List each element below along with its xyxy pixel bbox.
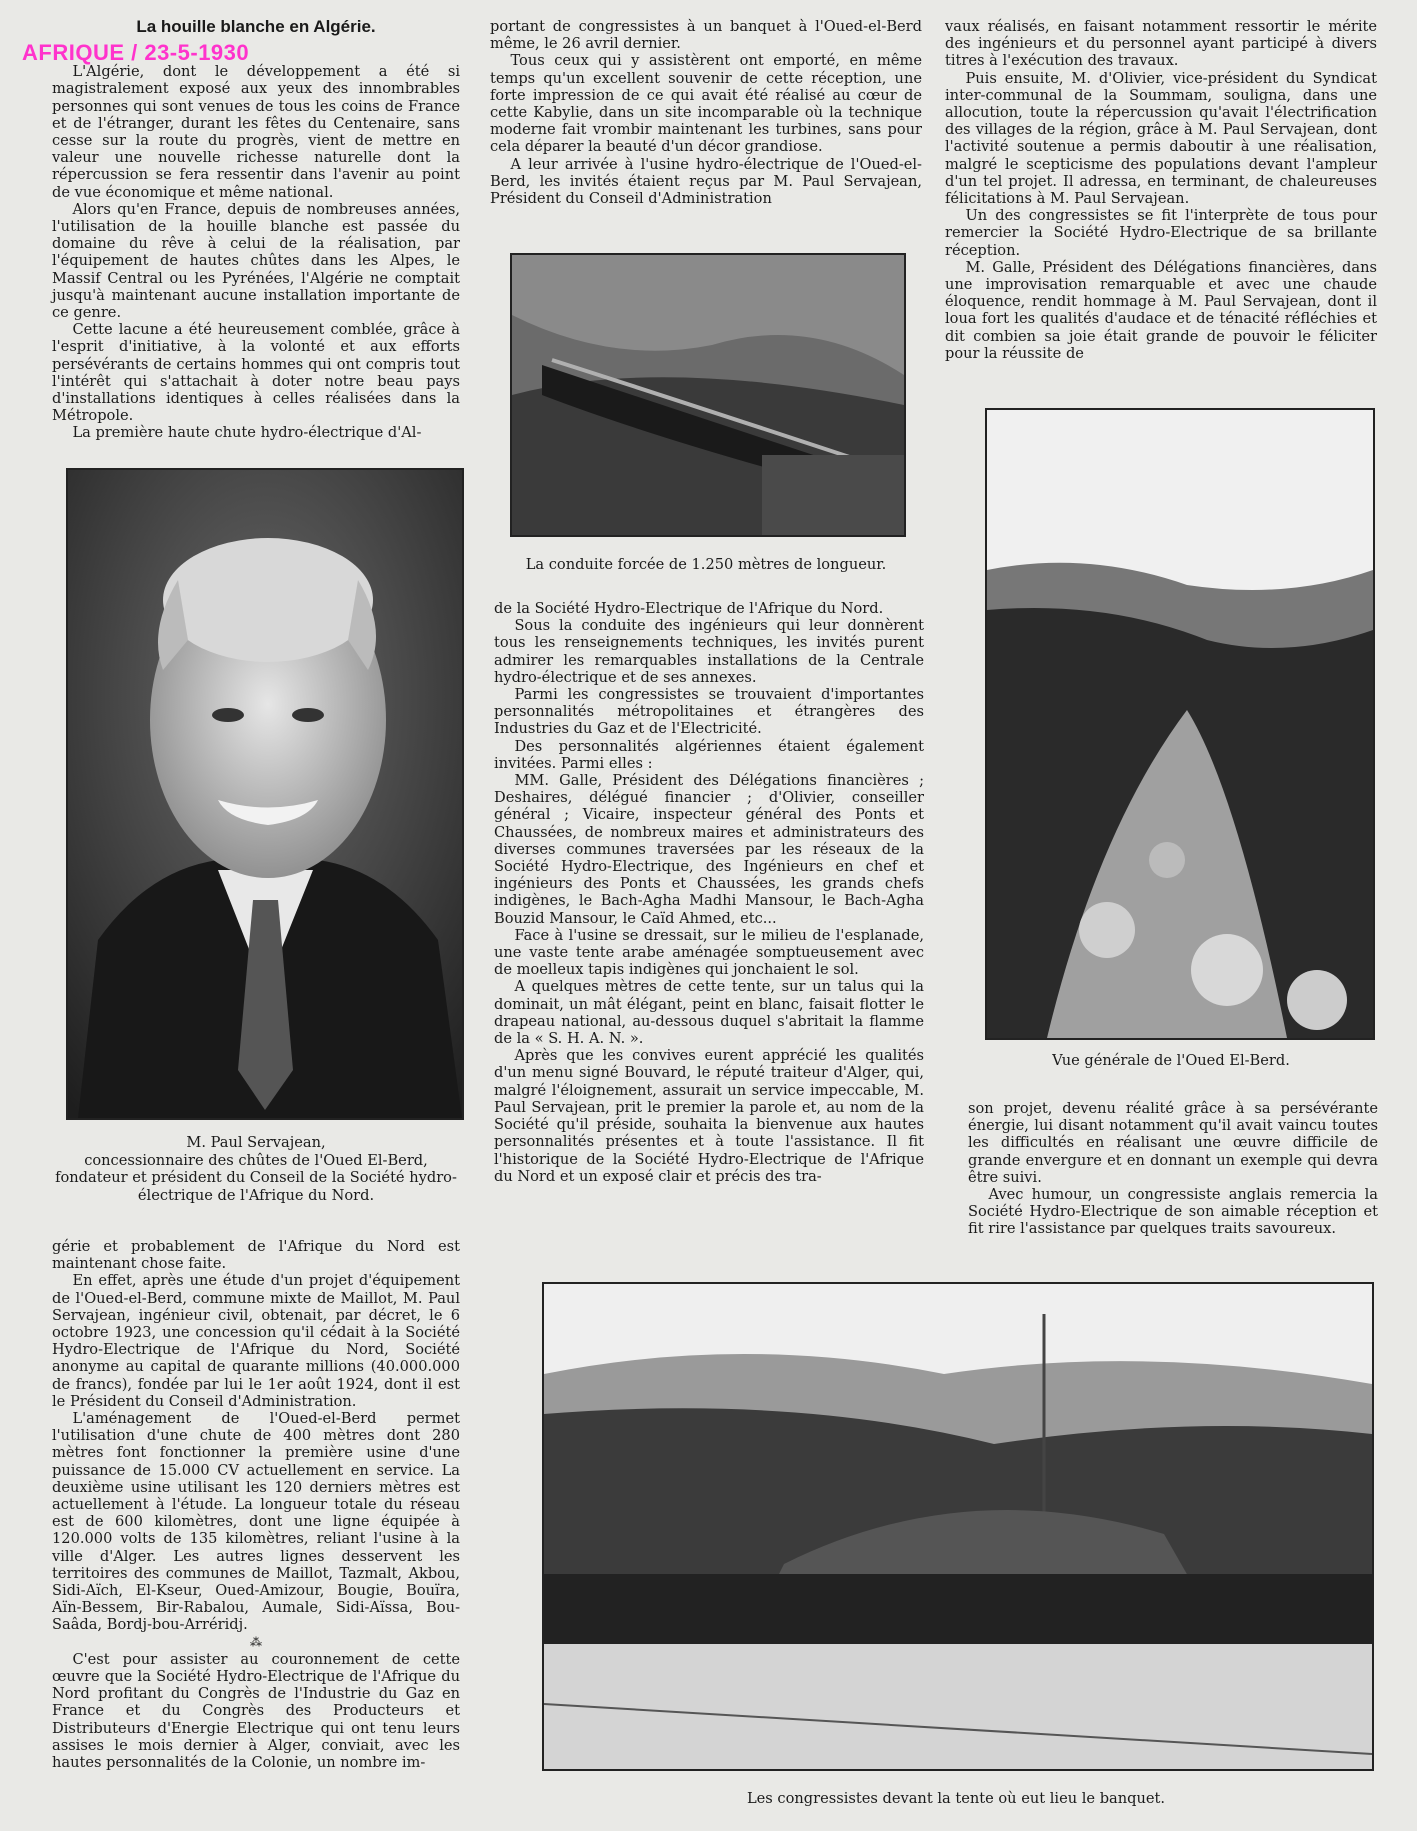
paragraph: Alors qu'en France, depuis de nombreuses années, l'utilisation de la houille blanche est passée du domaine du rêve à celui de la réalisation, par l'équipement de hautes chûtes dans les Alpes, le Massif Central ou les Pyrénées, l'Algérie ne comptait jusqu'à maintenant aucune installation importante de ce genre. [52, 200, 460, 322]
paragraph: Avec humour, un congressiste anglais remercia la Société Hydro-Electrique de son aimable réception et fit rire l'assistance par quelques traits savoureux. [968, 1186, 1378, 1238]
column-1-bottom [52, 1238, 460, 1771]
paragraph: L'Algérie, dont le développement a été si magistralement exposé aux yeux des innombrables personnes qui sont venues de tous les coins de France et de l'étranger, durant les fêtes du Centenaire, sans cesse sur la route du progrès, vient de mettre en valeur une nouvelle richesse naturelle dont la répercussion se fera ressentir dans l'avenir au point de vue économique et même national. [52, 63, 460, 201]
paragraph: Puis ensuite, M. d'Olivier, vice-président du Syndicat inter-communal de la Soummam, souligna, dans une allocution, toute la répercussion qu'avait l'électrification des villages de la région, grâce à M. Paul Servajean, dont l'activité soutenue a permis daboutir à une réalisation, malgré le scepticisme des populations devant l'ampleur d'un tel projet. Il adressa, en terminant, de chaleureuses félicitations à M. Paul Servajean. [945, 69, 1377, 208]
column-2-top [490, 18, 922, 207]
column-3-middle [968, 1100, 1378, 1238]
crowd-photo [542, 1282, 1374, 1771]
column-2-middle [494, 600, 924, 1185]
valley-caption: Vue générale de l'Oued El-Berd. [1052, 1052, 1290, 1069]
article-title: La houille blanche en Algérie. [136, 17, 376, 36]
paragraph: son projet, devenu réalité grâce à sa persévérante énergie, lui disant notamment qu'il avait vaincu toutes les difficultés en réalisant une œuvre difficile de grande envergure et en donnant un exemple qui devra être suivi. [968, 1100, 1378, 1186]
ornament: ⁂ [250, 1634, 262, 1649]
paragraph: Cette lacune a été heureusement comblée, grâce à l'esprit d'initiative, à la volonté et aux efforts persévérants de certains hommes qui ont compris tout l'intérêt qui s'attachait à doter notre beau pays d'installations identiques à celles réalisées dans la Métropole. [52, 321, 460, 425]
paragraph: A leur arrivée à l'usine hydro-électrique de l'Oued-el-Berd, les invités étaient reçus par M. Paul Servajean, Président du Conseil d'Administration [490, 155, 922, 208]
paragraph: portant de congressistes à un banquet à l'Oued-el-Berd même, le 26 avril dernier. [490, 18, 922, 53]
pipeline-caption: La conduite forcée de 1.250 mètres de longueur. [525, 556, 887, 573]
paragraph: Parmi les congressistes se trouvaient d'importantes personnalités métropolitaines et étrangères des Industries du Gaz et de l'Electricité. [494, 686, 924, 738]
paragraph: A quelques mètres de cette tente, sur un talus qui la dominait, un mât élégant, peint en blanc, faisait flotter le drapeau national, au-dessous duquel s'abritait la flamme de la « S. H. A. N. ». [494, 978, 924, 1048]
paragraph: vaux réalisés, en faisant notamment ressortir le mérite des ingénieurs et du personnel ayant participé à divers titres à l'exécution des travaux. [945, 18, 1377, 70]
paragraph: MM. Galle, Président des Délégations financières ; Deshaires, délégué financier ; d'Olivier, conseiller général ; Vicaire, inspecteur général des Ponts et Chaussées, de nombreux maires et administrateurs des diverses communes traversées par les réseaux de la Société Hydro-Electrique, des Ingénieurs en chef et ingénieurs des Ponts et Chaussées, les grands chefs indigènes, le Bach-Agha Madhi Mansour, le Bach-Agha Bouzid Mansour, le Caïd Ahmed, etc... [494, 772, 924, 927]
paragraph: Face à l'usine se dressait, sur le milieu de l'esplanade, une vaste tente arabe aménagée somptueusement avec de moelleux tapis indigènes qui jonchaient le sol. [494, 926, 924, 979]
paragraph: de la Société Hydro-Electrique de l'Afrique du Nord. [494, 600, 884, 617]
paragraph: Tous ceux qui y assistèrent ont emporté, en même temps qu'un excellent souvenir de cette réception, une forte impression de ce qui avait été réalisé au cœur de cette Kabylie, dans un site incomparable où la technique moderne fait vrombir maintenant les turbines, sans pour cela déparer la beauté d'un décor grandiose. [490, 52, 922, 156]
caption-text: concessionnaire des chûtes de l'Oued El-Berd, fondateur et président du Conseil de la Société hydro-électrique de l'Afrique du Nord. [55, 1151, 457, 1204]
paragraph: gérie et probablement de l'Afrique du Nord est maintenant chose faite. [52, 1238, 460, 1273]
valley-photo [985, 408, 1375, 1040]
date-stamp: AFRIQUE / 23-5-1930 [22, 40, 250, 65]
paragraph: Des personnalités algériennes étaient également invitées. Parmi elles : [494, 737, 924, 772]
portrait-photo [66, 468, 464, 1120]
portrait-caption [52, 1134, 460, 1204]
paragraph: Après que les convives eurent apprécié les qualités d'un menu signé Bouvard, le réputé traiteur d'Alger, qui, malgré l'éloignement, assurait un service impeccable, M. Paul Servajean, prit le premier la parole et, au nom de la Société qu'il préside, souhaita la bienvenue aux hautes personnalités présentes et à toute l'assistance. Il fit l'historique de la Société Hydro-Electrique de l'Afrique du Nord et un exposé clair et précis des tra- [494, 1047, 924, 1185]
paragraph: C'est pour assister au couronnement de cette œuvre que la Société Hydro-Electrique de l'Afrique du Nord profitant du Congrès de l'Industrie du Gaz en France et du Congrès des Producteurs et Distributeurs d'Energie Electrique qui ont tenu leurs assises le mois dernier à Alger, conviait, avec les hautes personnalités de la Colonie, un nombre im- [52, 1650, 460, 1772]
paragraph: En effet, après une étude d'un projet d'équipement de l'Oued-el-Berd, commune mixte de Maillot, M. Paul Servajean, ingénieur civil, obtenait, par décret, le 6 octobre 1923, une concession qu'il cédait à la Société Hydro-Electrique de l'Afrique du Nord, Société anonyme au capital de quarante millions (40.000.000 de francs), fondée par lui le 1er août 1924, dont il est le Président du Conseil d'Administration. [52, 1272, 460, 1410]
column-3-top [945, 18, 1377, 362]
paragraph: La première haute chute hydro-électrique d'Al- [72, 424, 422, 442]
paragraph: Un des congressistes se fit l'interprète de tous pour remercier la Société Hydro-Electrique de sa brillante réception. [945, 207, 1377, 259]
paragraph: M. Galle, Président des Délégations financières, dans une improvisation remarquable et avec une chaude éloquence, rendit hommage à M. Paul Servajean, dont il loua fort les qualités d'audace et de ténacité réfléchies et dit combien sa joie était grande de pouvoir le féliciter pour la réussite de [945, 258, 1377, 362]
paragraph: Sous la conduite des ingénieurs qui leur donnèrent tous les renseignements techniques, les invités purent admirer les remarquables installations de la Centrale hydro-électrique et de ses annexes. [494, 617, 924, 686]
crowd-caption: Les congressistes devant la tente où eut lieu le banquet. [746, 1790, 1166, 1807]
paragraph: L'aménagement de l'Oued-el-Berd permet l'utilisation d'une chute de 400 mètres dont 280 mètres font fonctionner la première usine d'une puissance de 15.000 CV actuellement en service. La deuxième usine utilisant les 120 derniers mètres est actuellement à l'étude. La longueur totale du réseau est de 600 kilomètres, dont une ligne équipée à 120.000 volts de 135 kilomètres, reliant l'usine à la ville d'Alger. Les autres lignes desservent les territoires des communes de Maillot, Tazmalt, Akbou, Sidi-Aïch, El-Kseur, Oued-Amizour, Bougie, Bouïra, Aïn-Bessem, Bir-Rabalou, Aumale, Sidi-Aïssa, Bou-Saâda, Bordj-bou-Arréridj. [52, 1410, 460, 1634]
caption-name: M. Paul Servajean, [186, 1134, 326, 1151]
pipeline-photo [510, 253, 906, 537]
column-1-top [52, 18, 460, 442]
